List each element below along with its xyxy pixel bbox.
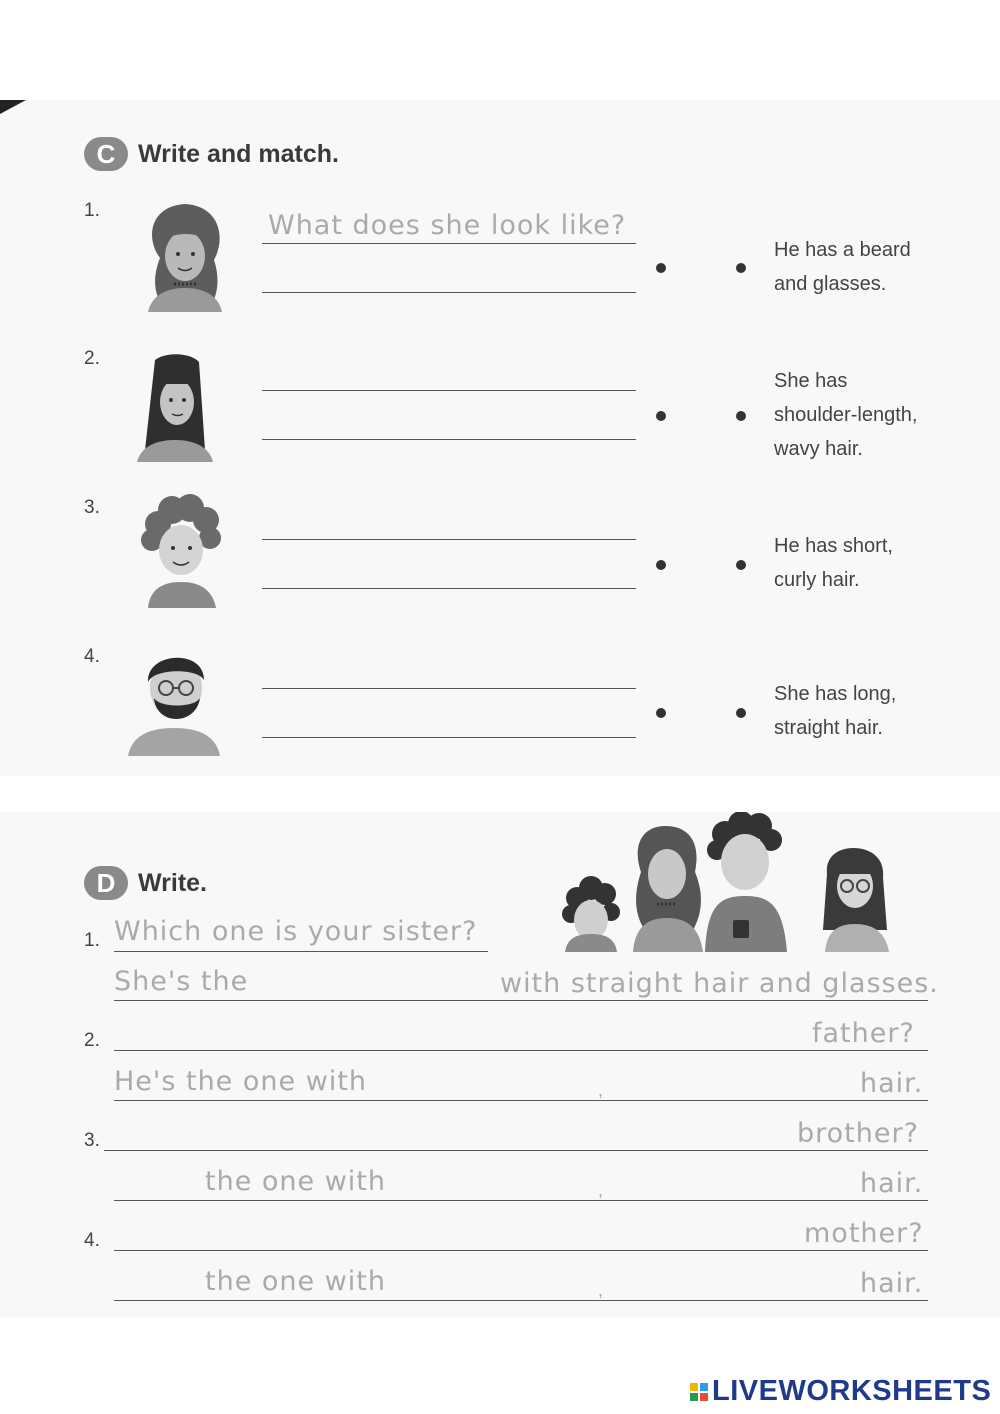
item-d3-answer-end: hair. [860, 1168, 924, 1199]
item-d2-answer-line[interactable] [114, 1100, 928, 1101]
match-dot-left-2[interactable] [656, 411, 666, 421]
item-d4-number: 4. [84, 1230, 100, 1251]
section-d-heading: Write. [138, 869, 207, 897]
item-d3-answer-line[interactable] [114, 1200, 928, 1201]
item-c2-answer-line2[interactable] [262, 439, 636, 440]
match-dot-right-2[interactable] [736, 411, 746, 421]
item-c1-answer-line1[interactable] [262, 243, 636, 244]
item-d3-comma: , [598, 1180, 604, 1200]
item-d1-question: Which one is your sister? [114, 916, 478, 947]
item-d4-answer-start: the one with [205, 1266, 387, 1297]
item-d1-answer-start: She's the [114, 966, 249, 997]
description-4 [774, 677, 974, 745]
item-d2-comma: , [598, 1080, 604, 1100]
portrait-wavy-hair-woman [140, 198, 230, 312]
item-d2-question-line[interactable] [114, 1050, 928, 1051]
item-d1-answer-line[interactable] [114, 1000, 928, 1001]
item-d2-question: father? [812, 1018, 915, 1049]
item-d4-comma: , [598, 1280, 604, 1300]
item-d4-answer-end: hair. [860, 1268, 924, 1299]
item-d4-answer-line[interactable] [114, 1300, 928, 1301]
item-c2-number: 2. [84, 348, 100, 369]
family-illustration [555, 812, 895, 952]
description-3-line2: curly hair. [774, 569, 860, 591]
match-dot-left-4[interactable] [656, 708, 666, 718]
description-1-line2: and glasses. [774, 273, 887, 295]
portrait-short-curly-hair-boy [138, 494, 224, 608]
match-dot-left-3[interactable] [656, 560, 666, 570]
family-sister [823, 848, 889, 952]
description-2 [774, 364, 974, 466]
description-4-line1: She has long, [774, 683, 897, 705]
page-corner-mark [0, 100, 26, 114]
item-c4-answer-line2[interactable] [262, 737, 636, 738]
item-c3-number: 3. [84, 497, 100, 518]
description-2-line3: wavy hair. [774, 438, 863, 460]
section-c-heading: Write and match. [138, 140, 339, 168]
portrait-beard-glasses-man [126, 642, 222, 756]
section-c-badge: C [84, 137, 128, 171]
item-d2-answer-end: hair. [860, 1068, 924, 1099]
item-c3-answer-line2[interactable] [262, 588, 636, 589]
item-d1-answer-end: with straight hair and glasses. [500, 968, 939, 999]
item-d3-question: brother? [797, 1118, 919, 1149]
description-3-line1: He has short, [774, 535, 893, 557]
item-d4-question: mother? [804, 1218, 924, 1249]
description-3 [774, 529, 974, 597]
item-c4-answer-line1[interactable] [262, 688, 636, 689]
liveworksheets-logo [690, 1375, 991, 1408]
item-d3-question-line[interactable] [104, 1150, 928, 1151]
item-c3-answer-line1[interactable] [262, 539, 636, 540]
family-mother [633, 826, 703, 952]
liveworksheets-logo-text: LIVEWORKSHEETS [712, 1375, 992, 1407]
section-d-badge: D [84, 866, 128, 900]
match-dot-right-1[interactable] [736, 263, 746, 273]
family-father [705, 812, 787, 952]
liveworksheets-logo-icon [690, 1383, 708, 1401]
item-d2-answer-start: He's the one with [114, 1066, 367, 1097]
description-1 [774, 233, 974, 301]
item-c1-answer-line1-text: What does she look like? [268, 210, 627, 241]
item-c4-number: 4. [84, 646, 100, 667]
description-2-line1: She has [774, 370, 848, 392]
item-c2-answer-line1[interactable] [262, 390, 636, 391]
family-brother [562, 876, 620, 952]
item-c1-number: 1. [84, 200, 100, 221]
portrait-long-straight-hair-girl [135, 350, 215, 462]
item-d3-number: 3. [84, 1130, 100, 1151]
description-2-line2: shoulder-length, [774, 404, 918, 426]
description-4-line2: straight hair. [774, 717, 883, 739]
match-dot-left-1[interactable] [656, 263, 666, 273]
item-c1-answer-line2[interactable] [262, 292, 636, 293]
match-dot-right-3[interactable] [736, 560, 746, 570]
description-1-line1: He has a beard [774, 239, 911, 261]
match-dot-right-4[interactable] [736, 708, 746, 718]
item-d1-number: 1. [84, 930, 100, 951]
item-d1-question-line [114, 951, 488, 952]
item-d4-question-line[interactable] [114, 1250, 928, 1251]
item-d2-number: 2. [84, 1030, 100, 1051]
item-d3-answer-start: the one with [205, 1166, 387, 1197]
